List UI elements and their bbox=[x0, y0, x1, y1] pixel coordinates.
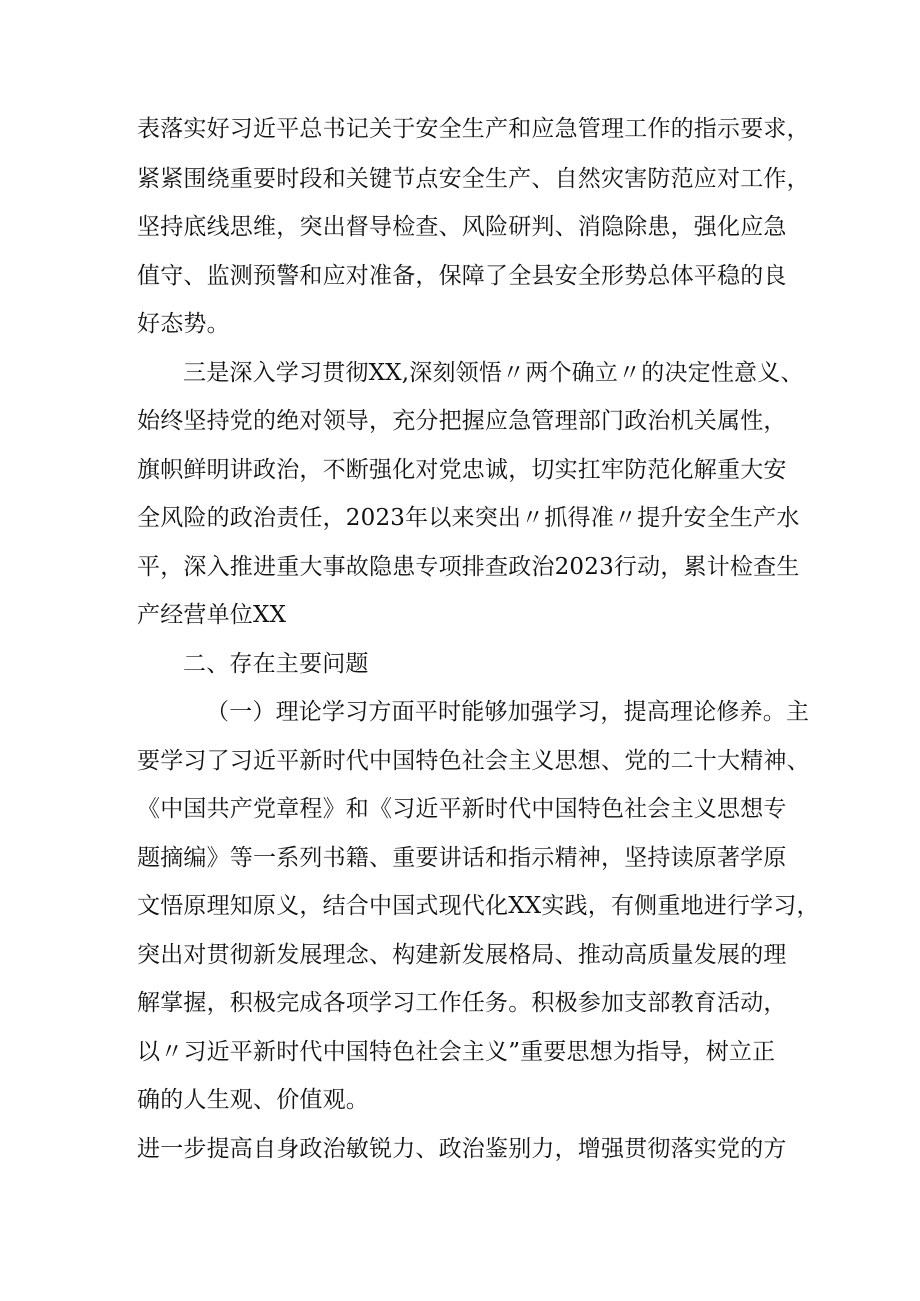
paragraph-line: 题摘编》等一系列书籍、重要讲话和指示精神，坚持读原著学原 bbox=[137, 845, 787, 871]
paragraph-line: 突出对贯彻新发展理念、构建新发展格局、推动高质量发展的理 bbox=[137, 942, 787, 968]
paragraph-line: 值守、监测预警和应对准备，保障了全县安全形势总体平稳的良 bbox=[137, 263, 787, 289]
paragraph-line: 好态势。 bbox=[137, 311, 230, 337]
paragraph-line: 始终坚持党的绝对领导，充分把握应急管理部门政治机关属性， bbox=[137, 408, 787, 434]
paragraph-line: 要学习了习近平新时代中国特色社会主义思想、党的二十大精神、 bbox=[137, 748, 810, 774]
paragraph-line: 文悟原理知原义，结合中国式现代化XX实践，有侧重地进行学习， bbox=[137, 893, 820, 919]
section-heading: 二、存在主要问题 bbox=[183, 651, 369, 677]
paragraph-line: 进一步提高自身政治敏锐力、政治鉴别力，增强贯彻落实党的方 bbox=[137, 1136, 787, 1162]
paragraph-line: 《中国共产党章程》和《习近平新时代中国特色社会主义思想专 bbox=[137, 796, 787, 822]
paragraph-line: 紧紧围绕重要时段和关键节点安全生产、自然灾害防范应对工作， bbox=[137, 166, 810, 192]
paragraph-line: 以〃习近平新时代中国特色社会主义”重要思想为指导，树立正 bbox=[137, 1039, 776, 1065]
paragraph-line: 产经营单位XX bbox=[137, 602, 287, 628]
paragraph-line: 确的人生观、价值观。 bbox=[137, 1087, 369, 1113]
paragraph-line: 三是深入学习贯彻XX,深刻领悟〃两个确立〃的决定性意义、 bbox=[183, 360, 804, 386]
paragraph-line: 平，深入推进重大事故隐患专项排查政治2023行动，累计检查生 bbox=[137, 554, 800, 580]
paragraph-line: 全风险的政治责任，2023年以来突出〃抓得准〃提升安全生产水 bbox=[137, 505, 800, 531]
paragraph-line: （一）理论学习方面平时能够加强学习，提高理论修养。主 bbox=[206, 699, 810, 725]
paragraph-line: 旗帜鲜明讲政治，不断强化对党忠诚，切实扛牢防范化解重大安 bbox=[137, 457, 787, 483]
paragraph-line: 表落实好习近平总书记关于安全生产和应急管理工作的指示要求， bbox=[137, 116, 810, 142]
paragraph-line: 解掌握，积极完成各项学习工作任务。积极参加支部教育活动， bbox=[137, 990, 787, 1016]
paragraph-line: 坚持底线思维，突出督导检查、风险研判、消隐除患，强化应急 bbox=[137, 214, 787, 240]
